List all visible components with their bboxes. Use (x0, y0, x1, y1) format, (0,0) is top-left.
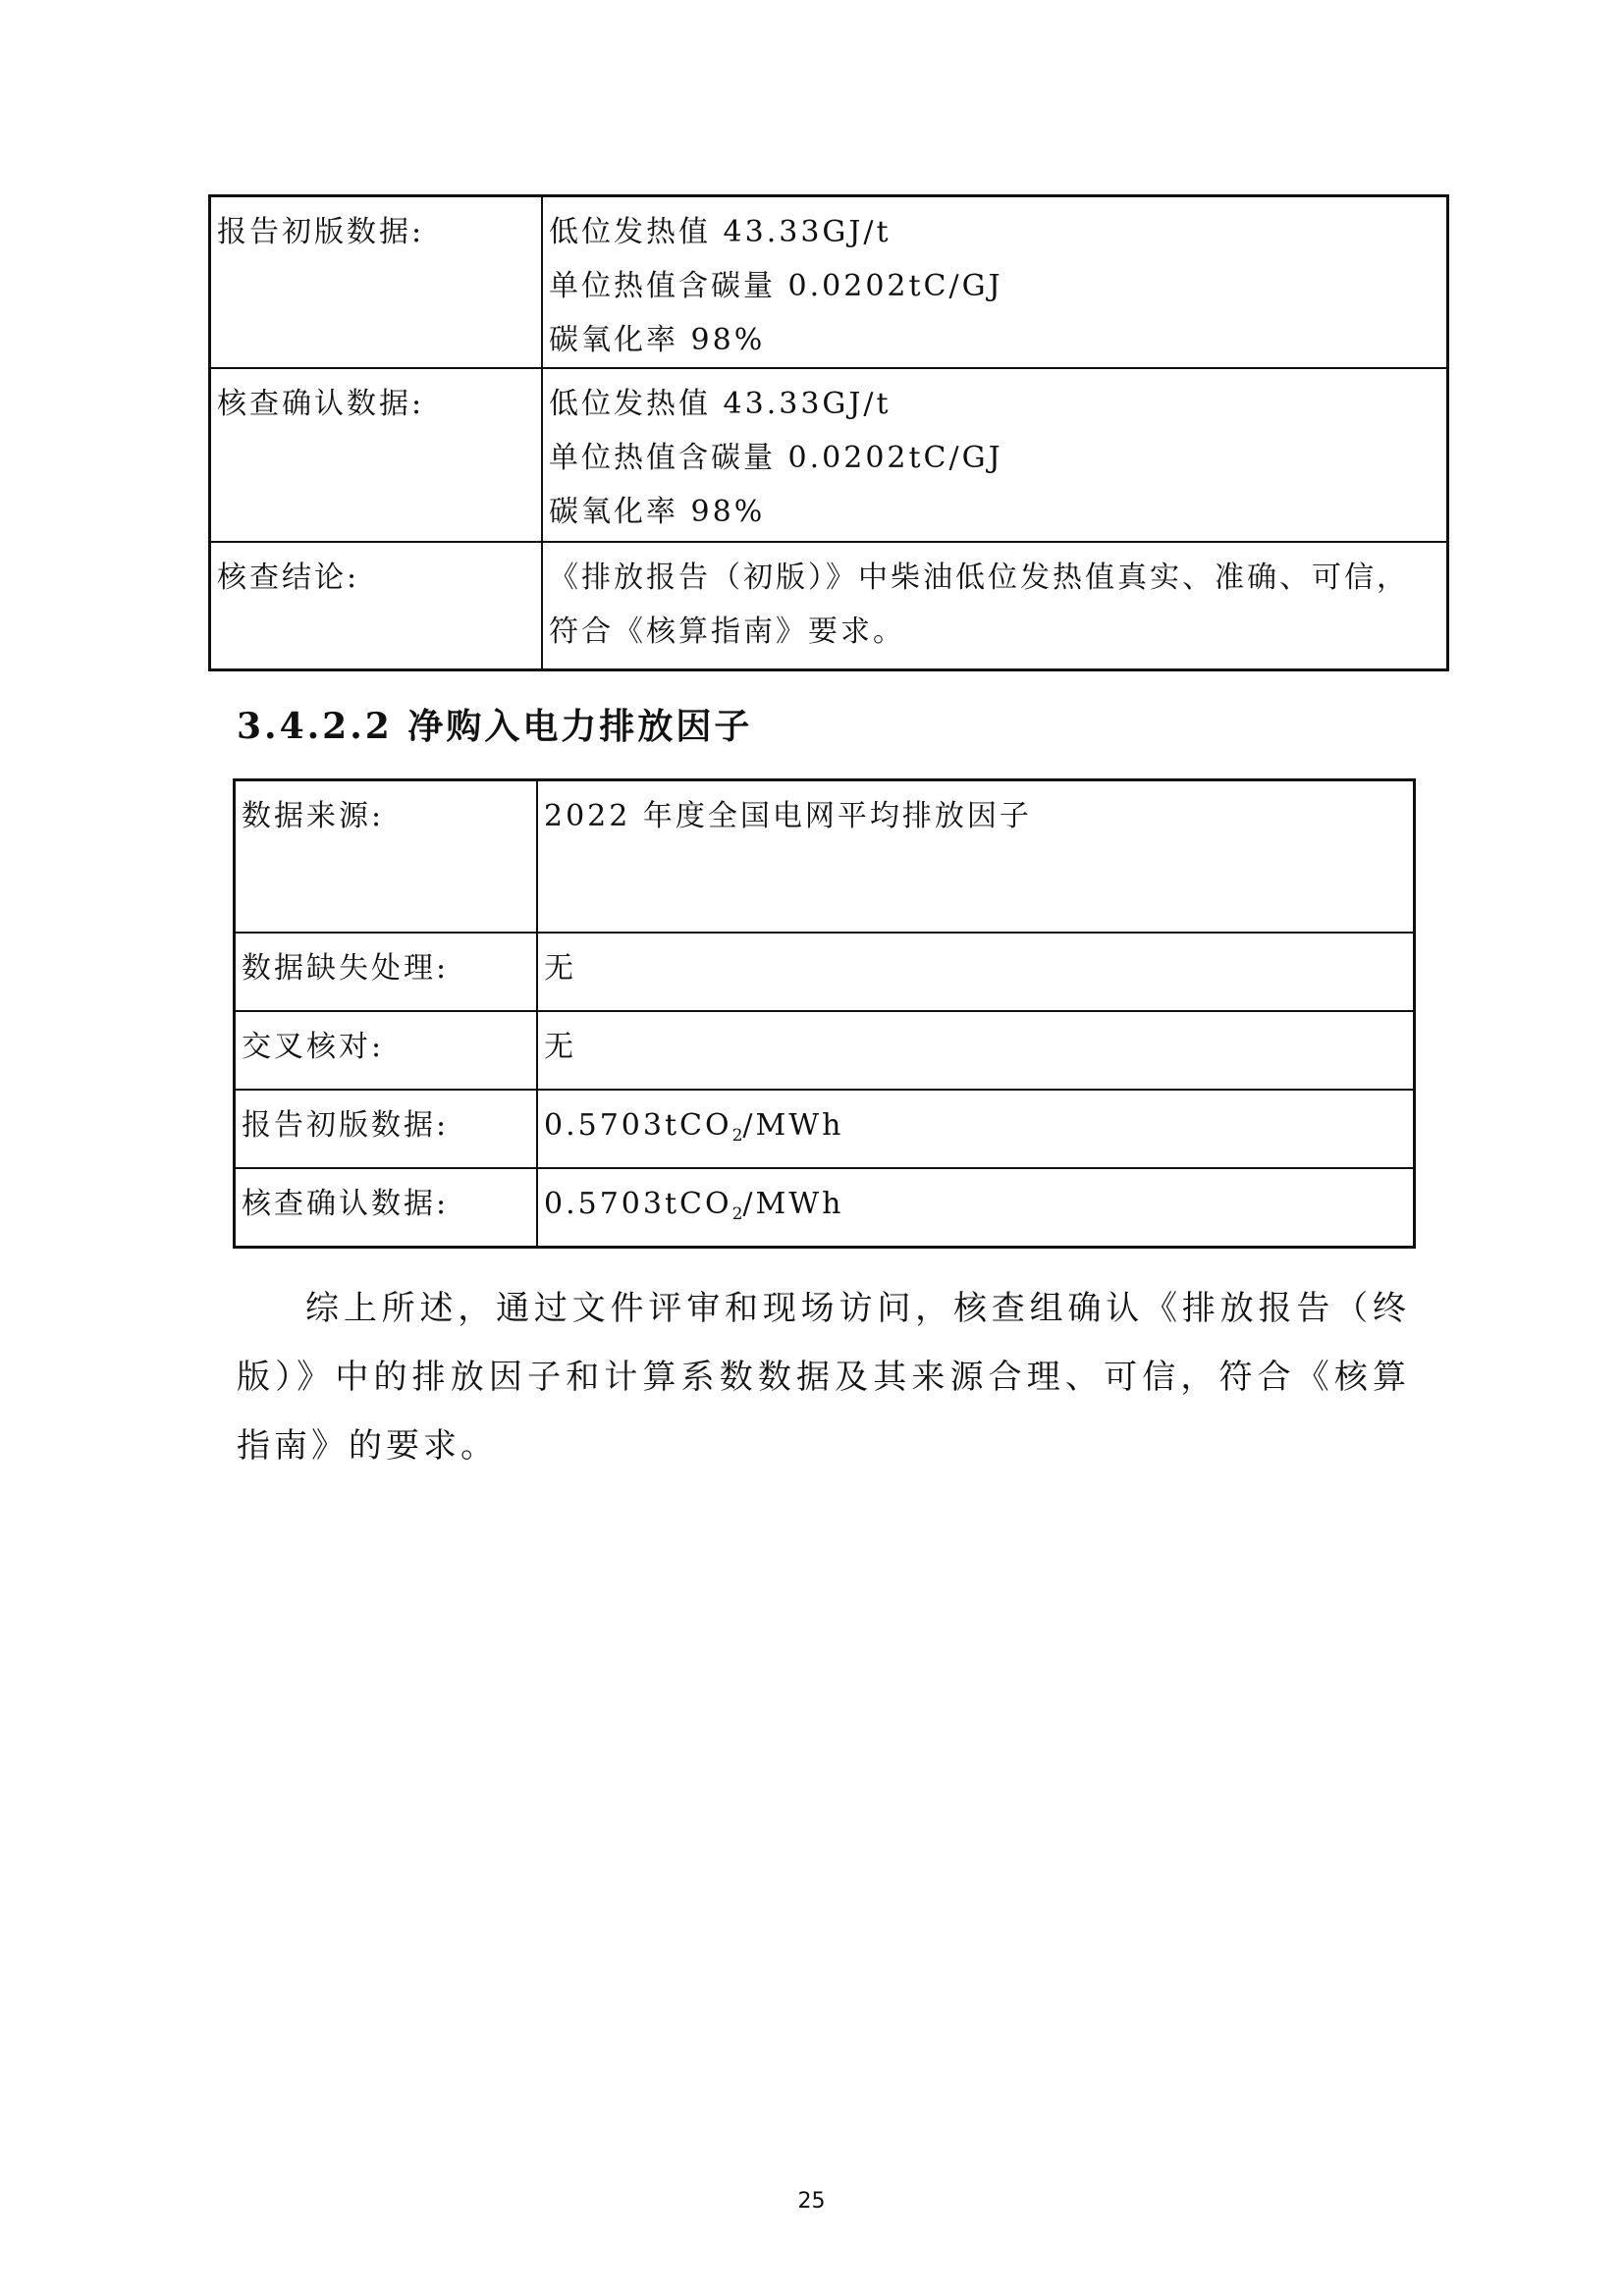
table-row (235, 1168, 1415, 1248)
table-row (235, 1011, 1415, 1090)
value-line: 单位热值含碳量 0.0202tC/GJ (549, 441, 1003, 475)
value-line: 碳氧化率 98% (549, 323, 766, 357)
row-label: 报告初版数据: (210, 196, 543, 369)
value-line: 低位发热值 43.33GJ/t (549, 215, 892, 249)
value-subscript: 2 (731, 1126, 743, 1146)
row-label: 核查结论: (210, 542, 543, 670)
row-value: 2022 年度全国电网平均排放因子 (537, 780, 1415, 934)
summary-paragraph: 综上所述，通过文件评审和现场访问，核查组确认《排放报告（终版）》中的排放因子和计算系数数据及其来源合理、可信，符合《核算指南》的要求。 (237, 1289, 1410, 1466)
row-value: 无 (537, 933, 1415, 1011)
row-value (537, 1168, 1415, 1248)
row-label: 核查确认数据: (210, 368, 543, 542)
value-subscript: 2 (731, 1204, 743, 1224)
table-row (235, 933, 1415, 1011)
table-row (210, 196, 1448, 369)
table-row (210, 542, 1448, 670)
value-prefix: 0.5703tCO (544, 1108, 732, 1143)
row-value: 无 (537, 1011, 1415, 1090)
diesel-data-table (208, 194, 1449, 671)
value-line: 碳氧化率 98% (549, 495, 766, 529)
section-heading: 3.4.2.2 净购入电力排放因子 (237, 706, 753, 747)
value-line: 符合《核算指南》要求。 (549, 614, 905, 649)
row-label: 报告初版数据: (235, 1090, 538, 1168)
row-label: 数据缺失处理: (235, 933, 538, 1011)
table-row (235, 1090, 1415, 1168)
row-value (537, 1090, 1415, 1168)
table-row (210, 368, 1448, 542)
row-value (542, 196, 1448, 369)
table-row (235, 780, 1415, 934)
value-suffix: /MWh (742, 1187, 844, 1221)
row-label: 核查确认数据: (235, 1168, 538, 1248)
row-value (542, 368, 1448, 542)
row-value (542, 542, 1448, 670)
electricity-factor-table (233, 778, 1416, 1249)
value-suffix: /MWh (742, 1108, 844, 1143)
value-line: 单位热值含碳量 0.0202tC/GJ (549, 269, 1003, 303)
value-line: 《排放报告（初版）》中柴油低位发热值真实、准确、可信， (549, 561, 1409, 595)
page-number: 25 (797, 2189, 826, 2214)
value-line: 低位发热值 43.33GJ/t (549, 387, 892, 421)
row-label: 数据来源: (235, 780, 538, 934)
value-prefix: 0.5703tCO (544, 1187, 732, 1221)
row-label: 交叉核对: (235, 1011, 538, 1090)
